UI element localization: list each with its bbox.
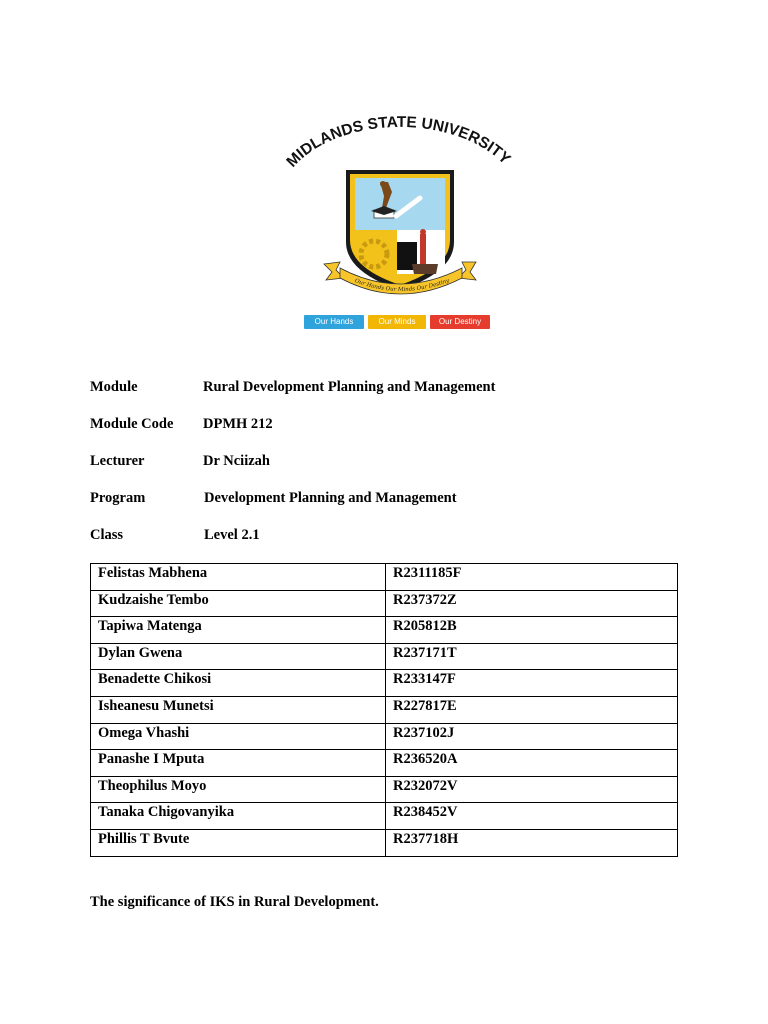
student-name: Tapiwa Matenga (91, 617, 386, 644)
table-row (91, 750, 678, 777)
meta-module (90, 379, 495, 396)
student-name: Tanaka Chigovanyika (91, 803, 386, 830)
assignment-topic: The significance of IKS in Rural Development. (90, 894, 379, 910)
ribbon-text: Our Hands Our Minds Our Destiny (353, 277, 451, 294)
student-reg-number: R237102J (386, 723, 678, 750)
student-reg-number: R237718H (386, 829, 678, 856)
student-reg-number: R227817E (386, 696, 678, 723)
meta-value: DPMH 212 (203, 416, 273, 432)
meta-label: Module Code (90, 416, 174, 432)
student-reg-number: R236520A (386, 750, 678, 777)
meta-label: Lecturer (90, 453, 145, 469)
student-name: Isheanesu Munetsi (91, 696, 386, 723)
motto-badge: Our Destiny (430, 315, 490, 329)
table-row (91, 776, 678, 803)
student-reg-number: R232072V (386, 776, 678, 803)
meta-module-code (90, 416, 273, 433)
student-name: Theophilus Moyo (91, 776, 386, 803)
student-reg-number: R237171T (386, 643, 678, 670)
shield-emblem (346, 170, 454, 290)
student-reg-number: R233147F (386, 670, 678, 697)
meta-class (90, 527, 260, 544)
student-reg-number: R237372Z (386, 590, 678, 617)
student-name: Benadette Chikosi (91, 670, 386, 697)
meta-value: Rural Development Planning and Management (203, 379, 496, 395)
meta-program (90, 490, 457, 507)
meta-value: Dr Nciizah (203, 453, 270, 469)
table-row (91, 617, 678, 644)
table-row (91, 670, 678, 697)
student-name: Felistas Mabhena (91, 564, 386, 591)
student-reg-number: R205812B (386, 617, 678, 644)
meta-lecturer (90, 453, 270, 470)
student-name: Panashe I Mputa (91, 750, 386, 777)
student-name: Dylan Gwena (91, 643, 386, 670)
motto-badge: Our Hands (304, 315, 364, 329)
student-reg-number: R2311185F (386, 564, 678, 591)
meta-value: Level 2.1 (204, 527, 260, 543)
student-reg-number: R238452V (386, 803, 678, 830)
student-name: Omega Vhashi (91, 723, 386, 750)
motto-badges (304, 315, 490, 329)
table-row (91, 723, 678, 750)
motto-badge: Our Minds (368, 315, 426, 329)
table-row (91, 696, 678, 723)
table-row (91, 829, 678, 856)
students-table (90, 563, 678, 857)
meta-value: Development Planning and Management (204, 490, 457, 506)
university-logo (262, 112, 538, 302)
table-row (91, 564, 678, 591)
logo-arc-text: MIDLANDS STATE UNIVERSITY (283, 113, 514, 171)
table-row (91, 643, 678, 670)
meta-label: Module (90, 379, 138, 395)
meta-label: Program (90, 490, 146, 506)
meta-label: Class (90, 527, 124, 543)
student-name: Phillis T Bvute (91, 829, 386, 856)
student-name: Kudzaishe Tembo (91, 590, 386, 617)
table-row (91, 803, 678, 830)
table-row (91, 590, 678, 617)
